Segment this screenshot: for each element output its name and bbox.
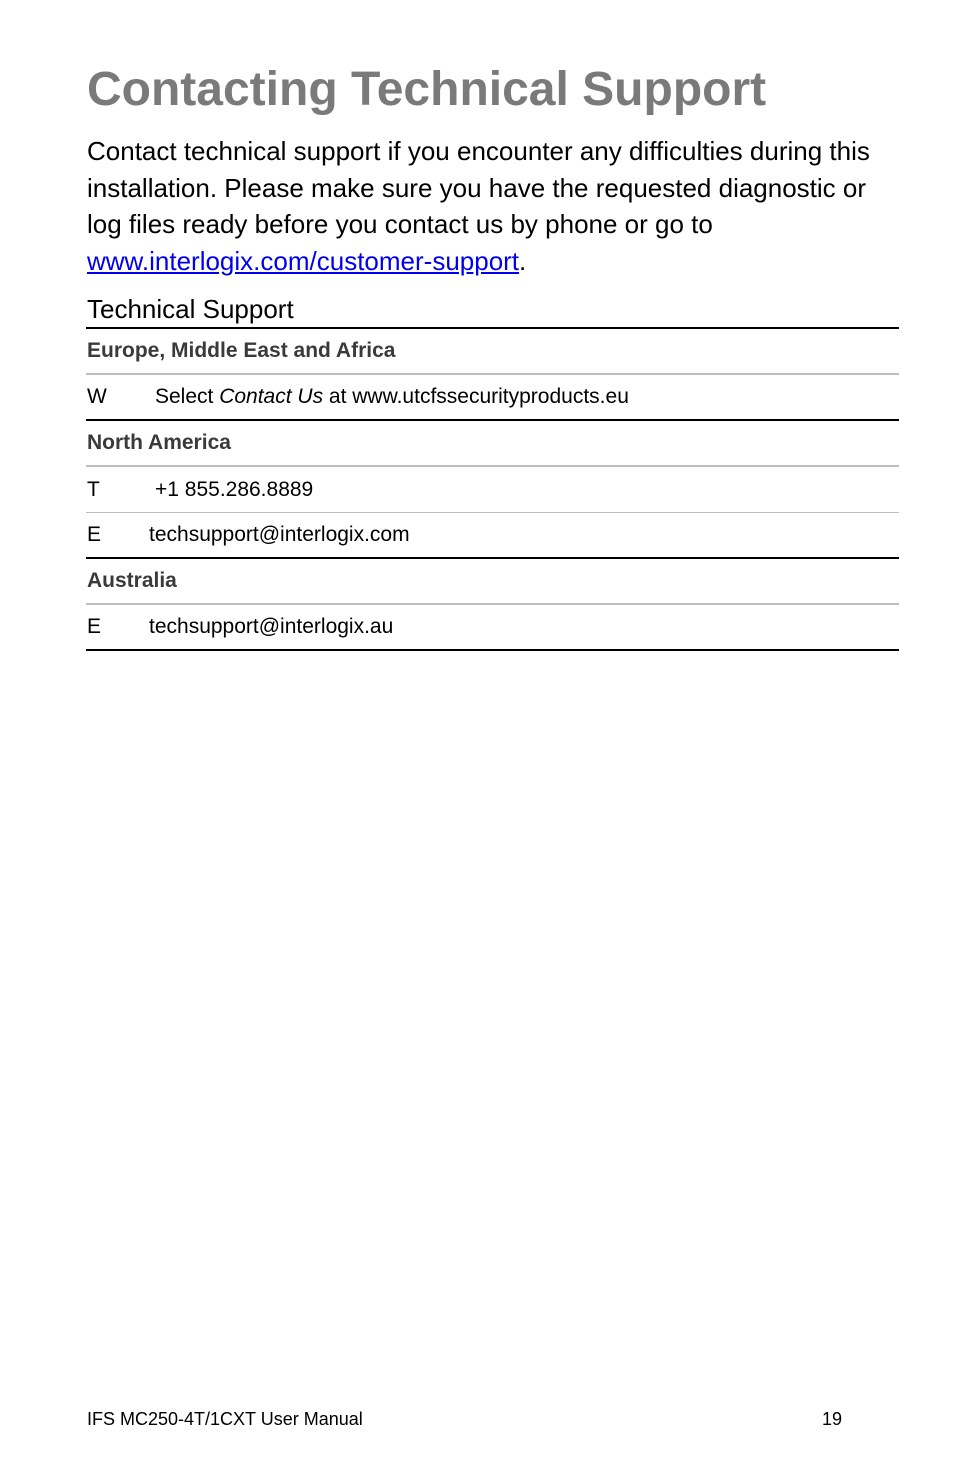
region-header-north-america: North America: [86, 421, 899, 467]
contact-type-code: T: [87, 477, 100, 501]
customer-support-link[interactable]: www.interlogix.com/customer-support: [87, 245, 520, 276]
footer-page-number: 19: [822, 1409, 843, 1429]
intro-text-end: .: [519, 245, 527, 276]
email-address: techsupport@interlogix.au: [149, 615, 394, 638]
contact-value: [155, 385, 629, 409]
table-caption: Technical Support: [87, 294, 294, 324]
table-row: [86, 513, 899, 559]
phone-number: +1 855.286.8889: [155, 477, 314, 501]
intro-text: Contact technical support if you encounter any difficulties during this installation. Please make sure you have the requested diagnostic or log files ready before you contact us by phone or go to: [87, 136, 870, 239]
table-row: [86, 375, 899, 421]
email-address: techsupport@interlogix.com: [149, 523, 410, 546]
table-row: [86, 467, 899, 513]
contact-value-prefix: Select: [155, 385, 220, 408]
contact-type-code: W: [87, 385, 107, 408]
contact-us-emphasis: Contact Us: [219, 385, 324, 408]
contact-type-code: E: [87, 523, 102, 546]
table-row: [86, 605, 899, 651]
contact-value-suffix: at www.utcfssecurityproducts.eu: [323, 385, 629, 408]
support-table: [86, 327, 899, 651]
footer-manual-title: IFS MC250-4T/1CXT User Manual: [87, 1409, 363, 1429]
contact-type-code: E: [87, 615, 102, 638]
region-header-emea: Europe, Middle East and Africa: [86, 329, 899, 375]
page-title: Contacting Technical Support: [87, 63, 767, 116]
region-header-australia: Australia: [86, 559, 899, 605]
intro-paragraph: [87, 133, 887, 279]
